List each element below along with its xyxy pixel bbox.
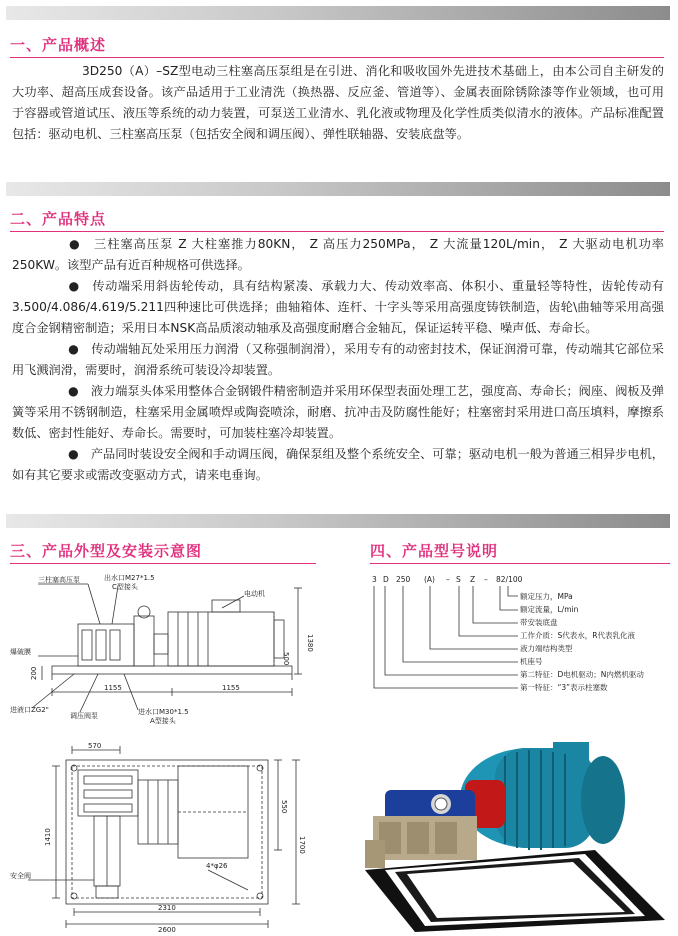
feature-item: ● 液力端泵头体采用整体合金钢锻件精密制造并采用环保型表面处理工艺，强度高、寿命长；阀座、阀板及弹簧等采用不锈钢制造，柱塞采用金属喷焊或陶瓷喷涂，耐磨、抗冲击及防腐性能好；柱塞密封采用进口高压填料，摩擦系数低、密封性能好、寿命长。需要时，可加装柱塞冷却装置。 [12,384,664,440]
code-z: Z [470,575,476,584]
divider [10,57,664,58]
feature-item: ● 三柱塞高压泵 Z 大柱塞推力80KN， Z 高压力250MPa， Z 大流量120L/min， Z 大驱动电机功率250KW。该型产品有近百种规格可供选择。 [12,237,664,272]
section-bar [6,6,670,20]
label-pump: 三柱塞高压泵 [38,576,80,584]
dim-2310: 2310 [158,904,176,912]
label-outlet2-type: A型接头 [150,717,176,725]
desc-flow: 额定流量，L/min [520,605,579,614]
section-bar [6,182,670,196]
section-title-model: 四、产品型号说明 [370,542,499,560]
base-outline [66,760,268,904]
code-82-100: 82/100 [496,575,523,584]
base-frame [52,666,292,674]
desc-base: 带安装底盘 [520,618,558,627]
label-outlet-type: C型接头 [112,583,138,591]
label-outlet: 出水口M27*1.5 [104,574,155,582]
dim-550: 550 [280,800,288,814]
motor-body [168,612,274,666]
overview-paragraph: 3D250（A）–SZ型电动三柱塞高压泵组是在引进、消化和吸收国外先进技术基础上，由本公司自主研发的大功率、超高压成套设备。该产品适用于工业清洗（换热器、反应釜、管道等）、金属表面除锈除漆等作业领域，也可用于容器或管道试压、液压等系统的动力装置，可泵送工业清水、乳化液或物理及化学性质类似清水的液体。产品标准配置包括：驱动电机、三柱塞高压泵（包括安全阀和调压阀）、弹性联轴器、安装底盘等。 [12,64,664,141]
label-safety: 安全阀 [10,872,31,880]
plan-view-drawing [8,740,308,932]
code-d: D [383,575,389,584]
desc-drive: 第二特征：D电机驱动；N内燃机驱动 [520,670,644,679]
model-code-diagram [370,570,676,700]
dim-200: 200 [30,666,38,680]
label-motor: 电动机 [244,590,265,598]
label-regulator: 调压阀泵 [70,712,98,720]
feature-item: ● 传动端轴瓦处采用压力润滑（又称强制润滑），采用专有的动密封技术，保证润滑可靠，传动端其它部位采用飞溅润滑，需要时，润滑系统可装设冷却装置。 [12,342,664,377]
label-outlet2: 进水口M30*1.5 [138,708,189,716]
dim-1380: 1380 [306,634,314,652]
code-a: (A) [424,575,435,584]
code-dash1: – [446,575,450,584]
product-photo [345,720,675,932]
side-elevation-drawing [8,568,338,733]
dim-1155a: 1155 [104,684,122,692]
pump-top [78,770,138,816]
dim-1155b: 1155 [222,684,240,692]
divider [10,231,664,232]
dim-500: 500 [282,652,290,666]
section-title-features: 二、产品特点 [10,210,107,228]
code-250: 250 [396,575,411,584]
label-burst: 爆破膜 [10,648,31,656]
feature-item: ● 传动端采用斜齿轮传动，具有结构紧凑、承载力大、传动效率高、体积小、重量轻等特性，齿轮传动有3.500/4.086/4.619/5.211四种速比可供选择；曲轴箱体、连杆、十字头等采用高强度铸铁制造，齿轮\曲轴等采用高强度合金钢精密制造；采用日本NSK高品质滚动轴承及高强度耐磨合金轴瓦，保证运转平稳、噪声低、寿命长。 [12,279,664,335]
dim-2600: 2600 [158,926,176,932]
section-title-drawing: 三、产品外型及安装示意图 [10,542,203,560]
dim-1410: 1410 [44,828,52,846]
features-list [12,234,664,486]
dim-570: 570 [88,742,102,750]
label-inlet: 进液口ZG2" [10,706,49,714]
label-holes: 4*φ26 [206,862,228,870]
section-title-overview: 一、产品概述 [10,36,107,54]
desc-plunger: 第一特征：“3”表示柱塞数 [520,683,608,692]
desc-pressure: 额定压力，MPa [520,592,573,601]
divider [370,563,670,564]
desc-medium: 工作介质：S代表水，R代表乳化液 [520,631,635,640]
code-3: 3 [372,575,377,584]
dim-1700: 1700 [298,836,306,854]
section-bar [6,514,670,528]
code-dash2: – [484,575,488,584]
feature-item: ● 产品同时装设安全阀和手动调压阀，确保泵组及整个系统安全、可靠；驱动电机一般为普通三相异步电机，如有其它要求或需改变驱动方式，请来电垂询。 [12,447,664,482]
divider [10,563,316,564]
desc-fluid-end: 液力端结构类型 [520,644,573,653]
desc-frame: 机座号 [520,657,543,666]
code-s: S [456,575,461,584]
